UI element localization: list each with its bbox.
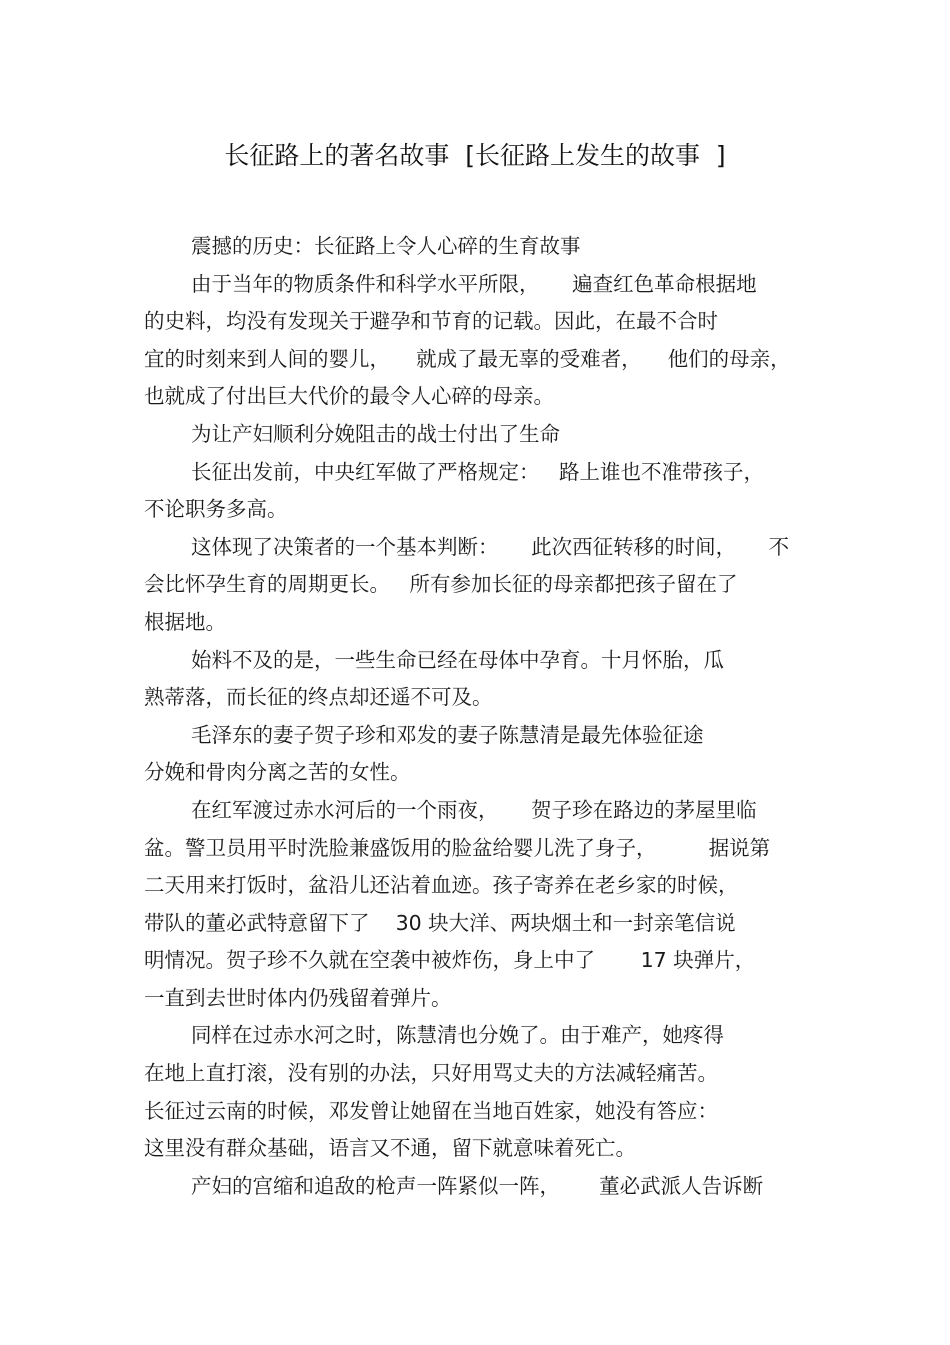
- text-line: 在红军渡过赤水河后的一个雨夜， 贺子珍在路边的茅屋里临: [191, 797, 757, 822]
- text-line: 始料不及的是，一些生命已经在母体中孕育。十月怀胎，瓜: [191, 647, 724, 672]
- text-line: 这体现了决策者的一个基本判断： 此次西征转移的时间， 不: [191, 534, 790, 559]
- text-line: 由于当年的物质条件和科学水平所限， 遍查红色革命根据地: [191, 271, 757, 296]
- text-line: 毛泽东的妻子贺子珍和邓发的妻子陈慧清是最先体验征途: [191, 722, 704, 747]
- text-line: 会比怀孕生育的周期更长。 所有参加长征的母亲都把孩子留在了: [144, 572, 738, 597]
- text-line: 长征过云南的时候，邓发曾让她留在当地百姓家，她没有答应：: [144, 1098, 718, 1123]
- text-line: 产妇的宫缩和追敌的枪声一阵紧似一阵， 董必武派人告诉断: [191, 1173, 764, 1198]
- text-line: 也就成了付出巨大代价的最令人心碎的母亲。: [144, 384, 554, 409]
- text-line: 宜的时刻来到人间的婴儿， 就成了最无辜的受难者， 他们的母亲，: [144, 346, 791, 371]
- text-line: 二天用来打饭时，盆沿儿还沾着血迹。孩子寄养在老乡家的时候，: [144, 873, 739, 898]
- text-line: 根据地。: [144, 609, 226, 634]
- text-line: 盆。警卫员用平时洗脸兼盛饭用的脸盆给婴儿洗了身子， 据说第: [144, 835, 771, 860]
- page-title: 长征路上的著名故事 [长征路上发生的故事 ]: [224, 141, 726, 170]
- text-line: 为让产妇顺利分娩阻击的战士付出了生命: [191, 421, 560, 446]
- text-line: 震撼的历史：长征路上令人心碎的生育故事: [191, 234, 581, 258]
- text-line: 在地上直打滚，没有别的办法，只好用骂丈夫的方法减轻痛苦。: [144, 1061, 718, 1086]
- text-line: 一直到去世时体内仍残留着弹片。: [144, 985, 452, 1010]
- text-line: 分娩和骨肉分离之苦的女性。: [144, 760, 411, 785]
- text-line: 明情况。贺子珍不久就在空袭中被炸伤，身上中了 17 块弹片，: [144, 948, 756, 973]
- text-line: 不论职务多高。: [144, 497, 288, 522]
- text-line: 带队的董必武特意留下了 30 块大洋、两块烟土和一封亲笔信说: [144, 910, 736, 935]
- text-line: 同样在过赤水河之时，陈慧清也分娩了。由于难产，她疼得: [191, 1023, 724, 1048]
- document-body: [144, 228, 814, 1205]
- text-line: 长征出发前，中央红军做了严格规定： 路上谁也不准带孩子，: [191, 459, 765, 484]
- text-line: 的史料，均没有发现关于避孕和节育的记载。因此，在最不合时: [144, 309, 718, 334]
- text-line: 这里没有群众基础，语言又不通，留下就意味着死亡。: [144, 1136, 636, 1161]
- text-line: 熟蒂落，而长征的终点却还遥不可及。: [144, 685, 493, 710]
